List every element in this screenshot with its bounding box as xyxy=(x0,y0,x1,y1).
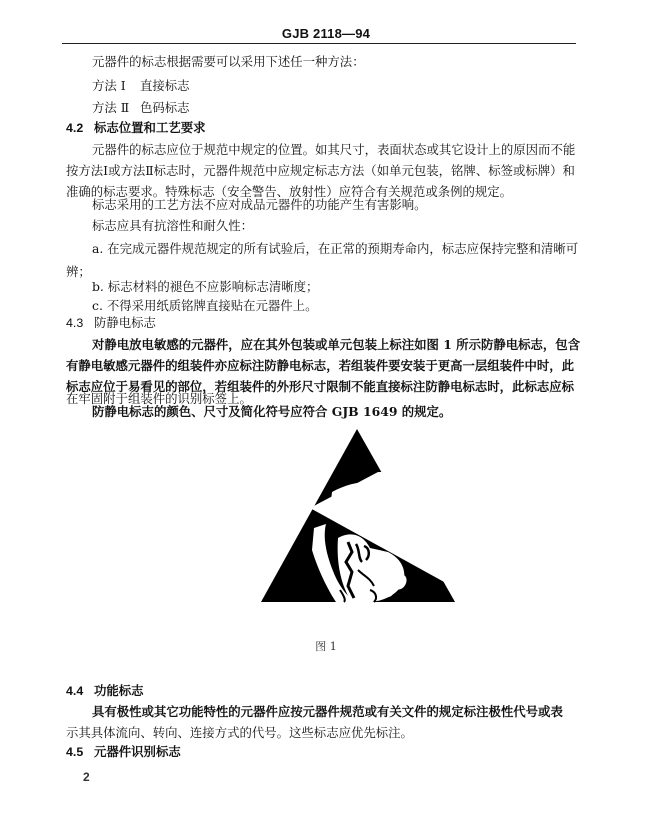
section-title: 标志位置和工艺要求 xyxy=(94,120,206,135)
section-4-5-heading xyxy=(66,744,181,760)
paragraph-line: 按方法Ⅰ或方法Ⅱ标志时，元器件规范中应规定标志方法（如单元包装，铭牌、标签或标牌）和 xyxy=(66,163,575,178)
section-title: 元器件识别标志 xyxy=(94,744,181,759)
method-2-text: 色码标志 xyxy=(140,100,190,115)
method-2-label: 方法 Ⅱ xyxy=(92,100,130,115)
method-1 xyxy=(92,78,190,94)
paragraph-line: 元器件的标志应位于规范中规定的位置。如其尺寸，表面状态或其它设计上的原因而不能 xyxy=(92,142,576,157)
paragraph-line: 标志采用的工艺方法不应对成品元器件的功能产生有害影响。 xyxy=(92,197,427,212)
method-1-label: 方法 Ⅰ xyxy=(92,78,126,93)
paragraph-line: 在牢固附于组装件的识别标签上。 xyxy=(66,391,252,406)
list-item-b: b. 标志材料的褪色不应影响标志清晰度； xyxy=(92,279,319,294)
list-item-a: a. 在完成元器件规范规定的所有试验后，在正常的预期寿命内，标志应保持完整和清晰可 xyxy=(92,241,579,256)
paragraph-line: 准确的标志要求。特殊标志（安全警告、放射性）应符合有关规范或条例的规定。 xyxy=(66,184,513,199)
section-number: 4.3 xyxy=(66,316,84,330)
header-rule xyxy=(62,43,576,44)
paragraph-line: 防静电标志的颜色、尺寸及简化符号应符合 GJB 1649 的规定。 xyxy=(92,404,452,419)
paragraph-line: 有静电敏感元器件的组装件亦应标注防静电标志，若组装件要安装于更高一层组装件中时，此 xyxy=(66,358,575,373)
page-number: 2 xyxy=(83,770,90,784)
section-4-3-heading xyxy=(66,315,156,331)
section-4-2-heading xyxy=(66,120,206,136)
paragraph-line: 标志应具有抗溶性和耐久性： xyxy=(92,218,254,233)
paragraph-line: 对静电放电敏感的元器件，应在其外包装或单元包装上标注如图 1 所示防静电标志，包含 xyxy=(92,337,581,352)
figure-caption: 图 1 xyxy=(315,640,337,653)
paragraph-line: 具有极性或其它功能特性的元器件应按元器件规范或有关文件的规定标注极性代号或表 xyxy=(92,704,563,719)
esd-warning-symbol-icon xyxy=(240,420,480,620)
figure-1 xyxy=(240,420,480,620)
section-number: 4.4 xyxy=(66,684,84,698)
paragraph-line: 示其具体流向、转向、连接方式的代号。这些标志应优先标注。 xyxy=(66,725,413,740)
section-4-4-heading xyxy=(66,683,144,699)
list-item-c: c. 不得采用纸质铭牌直接贴在元器件上。 xyxy=(92,298,318,313)
section-number: 4.2 xyxy=(66,121,84,135)
section-number: 4.5 xyxy=(66,745,84,759)
method-2 xyxy=(92,100,190,116)
page-header: GJB 2118—94 xyxy=(281,26,371,41)
section-title: 功能标志 xyxy=(94,683,144,698)
method-1-text: 直接标志 xyxy=(140,78,190,93)
intro-line: 元器件的标志根据需要可以采用下述任一种方法： xyxy=(92,54,365,69)
section-title: 防静电标志 xyxy=(94,315,156,330)
list-item-a-cont: 辨； xyxy=(66,264,91,279)
paragraph-line: 标志应位于易看见的部位，若组装件的外形尺寸限制不能直接标注防静电标志时，此标志应标 xyxy=(66,379,575,394)
